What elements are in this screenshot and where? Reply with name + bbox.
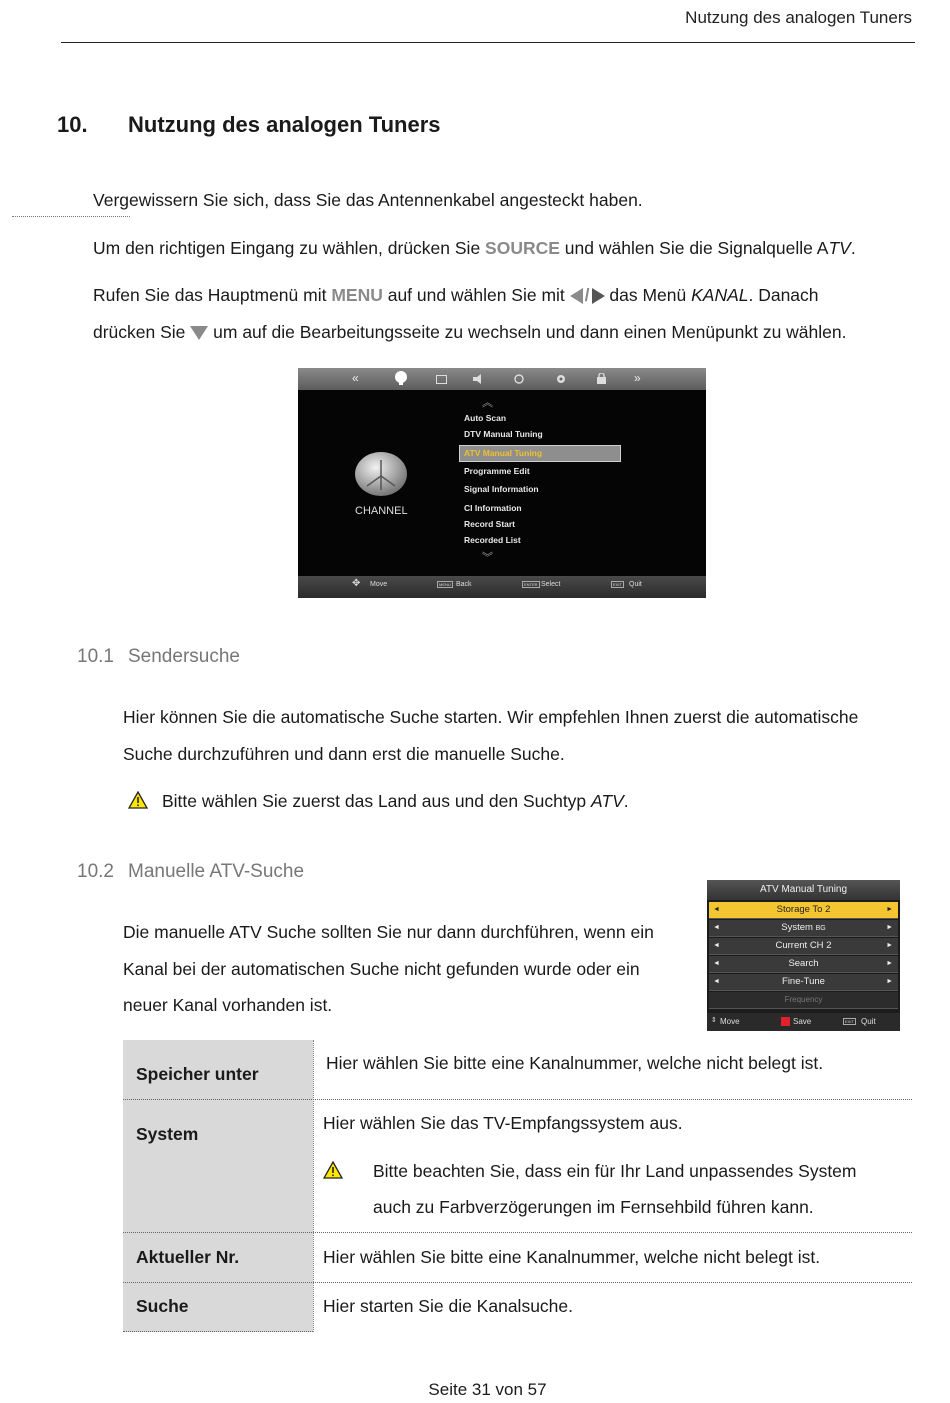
atv-row-search[interactable]: ◄ Search ► (709, 956, 898, 973)
section-number-10-1: 10.1 (77, 646, 114, 667)
section-10-2-paragraph-1: Die manuelle ATV Suche sollten Sie nur dann durchführen, wenn ein (123, 922, 654, 942)
move-icon: ✥ (352, 578, 361, 589)
exit-key-icon: EXIT (613, 582, 622, 587)
menu-key-icon: MENU (439, 582, 451, 587)
intro-paragraph-3: Rufen Sie das Hauptmenü mit MENU auf und wählen Sie mit / das Menü KANAL. Danach (93, 285, 819, 305)
sound-tab-icon (473, 373, 486, 387)
atv-row-fine-tune[interactable]: ◄ Fine-Tune ► (709, 974, 898, 991)
table-warning-line-1: Bitte beachten Sie, dass ein für Ihr Land unpassendes System (373, 1161, 857, 1181)
table-text-suche: Hier starten Sie die Kanalsuche. (323, 1296, 573, 1316)
section-10-1-paragraph-2: Suche durchzuführen und dann erst die manuelle Suche. (123, 744, 565, 764)
atv-row-system[interactable]: ◄ System BG ► (709, 920, 898, 937)
intro-paragraph-1: Vergewissern Sie sich, dass Sie das Antennenkabel angesteckt haben. (93, 190, 643, 210)
table-text-aktueller-nr: Hier wählen Sie bitte eine Kanalnummer, welche nicht belegt ist. (323, 1247, 821, 1267)
scroll-down-icon: ︾ (482, 552, 493, 564)
intro-paragraph-4: drücken Sie um auf die Bearbeitungsseite zu wechseln und dann einen Menüpunkt zu wählen. (93, 322, 847, 342)
chapter-number: 10. (57, 112, 88, 137)
section-title-sendersuche: Sendersuche (128, 646, 240, 667)
channel-tab-icon (394, 370, 408, 389)
nav-right-icon: » (634, 371, 641, 385)
dotted-marker (12, 216, 130, 217)
table-text-speicher-unter: Hier wählen Sie bitte eine Kanalnummer, welche nicht belegt ist. (326, 1053, 824, 1073)
menu-item-auto-scan[interactable]: Auto Scan (464, 413, 507, 423)
menu-item-dtv-manual-tuning[interactable]: DTV Manual Tuning (464, 429, 543, 439)
scroll-up-icon: ︽ (482, 397, 493, 409)
table-row-divider (123, 1099, 912, 1100)
warning-icon (128, 791, 148, 814)
running-header: Nutzung des analogen Tuners (685, 8, 912, 27)
menu-item-signal-information[interactable]: Signal Information (464, 484, 539, 494)
arrow-left-icon (570, 288, 583, 304)
section-10-2-paragraph-3: neuer Kanal vorhanden ist. (123, 995, 333, 1015)
atv-row-storage-to[interactable]: ◄ Storage To 2 ► (709, 902, 898, 919)
table-warning-line-2: auch zu Farbverzögerungen im Fernsehbild führen kann. (373, 1197, 814, 1217)
section-10-1-paragraph-1: Hier können Sie die automatische Suche starten. Wir empfehlen Ihnen zuerst die automatische (123, 707, 859, 727)
atv-row-frequency: Frequency (709, 992, 898, 1009)
enter-key-icon: ENTER (524, 582, 538, 587)
tv-menu-footer: ✥ Move MENU Back ENTER Select EXIT Quit (298, 576, 706, 598)
menu-item-programme-edit[interactable]: Programme Edit (464, 466, 530, 476)
tv-channel-menu-screenshot (298, 368, 706, 598)
table-header-cell (123, 1100, 313, 1232)
channel-label: CHANNEL (355, 505, 408, 517)
picture-tab-icon (436, 373, 447, 387)
table-column-divider (313, 1040, 314, 1332)
red-key-icon (781, 1017, 790, 1026)
header-rule (61, 42, 915, 43)
menu-item-record-start[interactable]: Record Start (464, 519, 516, 529)
arrow-right-icon (592, 288, 605, 304)
chapter-title: Nutzung des analogen Tuners (128, 112, 441, 137)
table-text-system: Hier wählen Sie das TV-Empfangssystem aus. (323, 1113, 683, 1133)
table-label-suche: Suche (136, 1296, 189, 1316)
atv-menu-footer: ⇕ Move Save EXIT Quit (707, 1013, 900, 1031)
option-tab-icon (556, 373, 566, 387)
page-number: Seite 31 von 57 (428, 1380, 547, 1399)
table-row-divider (123, 1232, 912, 1233)
updown-icon: ⇕ (711, 1017, 717, 1024)
intro-paragraph-2: Um den richtigen Eingang zu wählen, drücken Sie SOURCE und wählen Sie die Signalquelle ATV. (93, 238, 856, 258)
atv-row-current-ch[interactable]: ◄ Current CH 2 ► (709, 938, 898, 955)
nav-left-icon: « (352, 371, 359, 385)
warning-icon (323, 1161, 343, 1184)
atv-menu-title: ATV Manual Tuning (707, 880, 900, 900)
table-label-system: System (136, 1124, 199, 1144)
menu-item-ci-information[interactable]: CI Information (464, 503, 522, 513)
atv-manual-tuning-screenshot (707, 880, 900, 1031)
satellite-dish-icon (353, 450, 409, 507)
table-label-aktueller-nr: Aktueller Nr. (136, 1247, 240, 1267)
table-bottom-border (123, 1331, 313, 1332)
section-10-2-paragraph-2: Kanal bei der automatischen Suche nicht gefunden wurde oder ein (123, 959, 640, 979)
table-label-speicher-unter: Speicher unter (136, 1064, 259, 1084)
menu-item-recorded-list[interactable]: Recorded List (464, 535, 521, 545)
section-number-10-2: 10.2 (77, 861, 114, 882)
arrow-down-icon (190, 326, 208, 340)
menu-item-atv-manual-tuning[interactable]: ATV Manual Tuning (464, 448, 543, 458)
table-row-divider (123, 1282, 912, 1283)
lock-tab-icon (597, 373, 606, 387)
time-tab-icon (514, 373, 524, 387)
exit-key-icon: EXIT (845, 1019, 854, 1024)
section-title-manuelle-atv-suche: Manuelle ATV-Suche (128, 861, 305, 882)
tv-menu-topbar (298, 368, 706, 390)
source-keyword: SOURCE (485, 238, 560, 258)
section-10-1-warning-text: Bitte wählen Sie zuerst das Land aus und den Suchtyp ATV. (162, 791, 629, 811)
menu-keyword: MENU (331, 285, 383, 305)
